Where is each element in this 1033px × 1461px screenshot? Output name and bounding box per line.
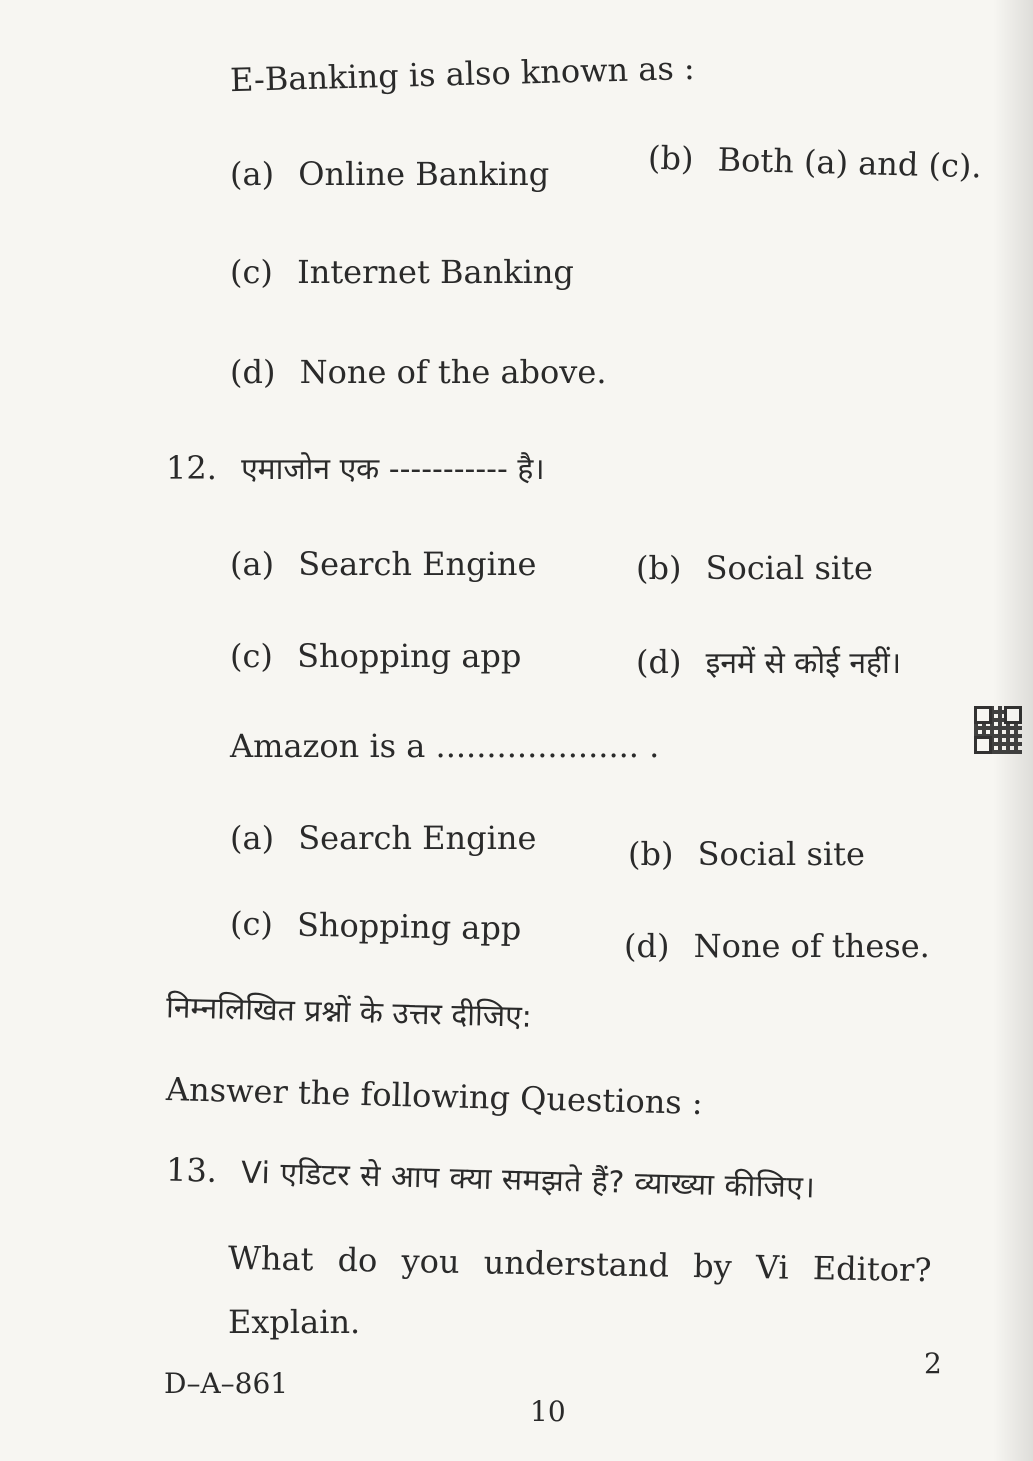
option-text: None of the above. bbox=[299, 353, 607, 391]
q11-question: E-Banking is also known as : bbox=[229, 48, 696, 100]
page-number: 10 bbox=[530, 1395, 566, 1428]
q12-question-hindi bbox=[166, 449, 545, 487]
paper-code: D–A–861 bbox=[164, 1367, 289, 1400]
q13-question-hindi bbox=[165, 1150, 816, 1206]
q12-en-option-d bbox=[624, 927, 930, 965]
option-label: (a) bbox=[230, 155, 275, 193]
option-label: (c) bbox=[230, 637, 273, 675]
option-label: (d) bbox=[624, 927, 670, 965]
option-text: None of these. bbox=[693, 927, 930, 965]
section-heading-english: Answer the following Questions : bbox=[165, 1069, 704, 1123]
option-label: (b) bbox=[647, 138, 694, 178]
q12-hi-option-d bbox=[636, 643, 902, 681]
option-text: Search Engine bbox=[298, 819, 537, 857]
option-text: Online Banking bbox=[298, 155, 550, 193]
option-label: (d) bbox=[636, 643, 682, 681]
q13-question-english-line1: What do you understand by Vi Editor? bbox=[227, 1238, 932, 1290]
option-text: Internet Banking bbox=[297, 253, 574, 291]
qr-code-icon bbox=[974, 706, 1022, 754]
q12-question-english: Amazon is a .................... . bbox=[230, 727, 660, 765]
question-text: Vi एडिटर से आप क्या समझते हैं? व्याख्या कीजिए। bbox=[240, 1155, 816, 1206]
question-text: एमाजोन एक ----------- है। bbox=[241, 452, 545, 487]
option-text: इनमें से कोई नहीं। bbox=[705, 646, 902, 681]
question-number: 13. bbox=[165, 1150, 218, 1190]
q11-option-c bbox=[230, 253, 574, 291]
q12-hi-option-c bbox=[230, 637, 522, 675]
option-text: Social site bbox=[697, 835, 865, 873]
q11-option-d bbox=[230, 353, 607, 391]
q13-marks: 2 bbox=[924, 1347, 942, 1380]
option-text: Shopping app bbox=[296, 905, 522, 948]
option-label: (d) bbox=[230, 353, 276, 391]
q12-en-option-c bbox=[229, 904, 522, 948]
section-heading-hindi: निम्नलिखित प्रश्नों के उत्तर दीजिए: bbox=[165, 990, 533, 1035]
option-text: Social site bbox=[705, 549, 873, 587]
option-text: Shopping app bbox=[297, 637, 522, 675]
q12-en-option-b bbox=[628, 835, 865, 873]
question-number: 12. bbox=[166, 449, 217, 487]
option-label: (b) bbox=[636, 549, 682, 587]
q11-option-a bbox=[230, 155, 550, 193]
option-label: (a) bbox=[230, 545, 275, 583]
option-label: (a) bbox=[230, 819, 275, 857]
q12-hi-option-a bbox=[230, 545, 537, 583]
option-label: (c) bbox=[230, 253, 273, 291]
q13-question-english-line2: Explain. bbox=[228, 1303, 361, 1341]
option-text: Search Engine bbox=[298, 545, 537, 583]
option-label: (c) bbox=[229, 904, 274, 944]
q12-hi-option-b bbox=[636, 549, 873, 587]
option-text: Both (a) and (c). bbox=[717, 140, 983, 186]
option-label: (b) bbox=[628, 835, 674, 873]
q11-option-b bbox=[647, 138, 983, 186]
q12-en-option-a bbox=[230, 819, 537, 857]
